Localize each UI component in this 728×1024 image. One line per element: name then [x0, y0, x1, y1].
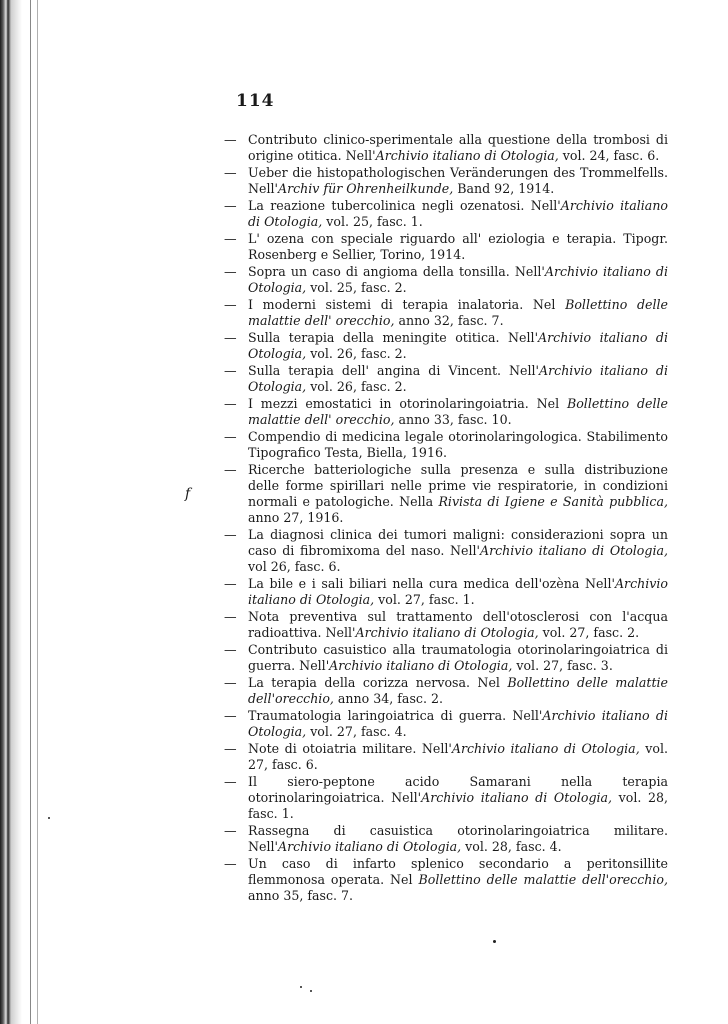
bibliography-entry	[224, 576, 668, 608]
entry-text: Rassegna di casuistica otorinolaringoiatrica militare. Nell'	[248, 823, 668, 854]
journal-title: Bollettino delle malattie dell' orecchio,	[248, 297, 668, 328]
entry-dash: —	[224, 856, 237, 871]
entry-dash: —	[224, 527, 237, 542]
entry-text: Sopra un caso di angioma della tonsilla. Nell'	[248, 264, 545, 279]
entry-text: Ricerche batteriologiche sulla presenza e sulla distribuzione delle forme spirillari nelle prime vie respiratorie, in condizioni normali e patologiche. Nella	[248, 462, 668, 509]
journal-title: Rivista di Igiene e Sanità pubblica,	[438, 494, 668, 509]
bibliography-entry	[224, 429, 668, 461]
entry-text: Contributo casuistico alla traumatologia otorinolaringoiatrica di guerra. Nell'	[248, 642, 668, 673]
journal-title: Archivio italiano di Otologia,	[329, 658, 513, 673]
bibliography-entry	[224, 527, 668, 575]
entry-text: Note di otoiatria militare. Nell'	[248, 741, 452, 756]
bibliography-entry	[224, 741, 668, 773]
entry-dash: —	[224, 675, 237, 690]
entry-text: anno 27, 1916.	[248, 510, 344, 525]
bibliography-entry	[224, 609, 668, 641]
entry-dash: —	[224, 231, 237, 246]
bibliography-entry	[224, 462, 668, 526]
bibliography-entry	[224, 330, 668, 362]
entry-dash: —	[224, 132, 237, 147]
entry-dash: —	[224, 330, 237, 345]
entry-text: L' ozena con speciale riguardo all' eziologia e terapia. Tipogr. Rosenberg e Sellier, Torino, 1914.	[248, 231, 668, 262]
entry-text: Un caso di infarto splenico secondario a peritonsillite flemmonosa operata. Nel	[248, 856, 668, 887]
journal-title: Archivio italiano di Otologia,	[248, 363, 668, 394]
entry-text: vol. 27, fasc. 3.	[512, 658, 613, 673]
journal-title: Bollettino delle malattie dell'orecchio,	[418, 872, 668, 887]
page-number: 114	[236, 91, 275, 111]
entry-text: vol. 27, fasc. 2.	[538, 625, 640, 640]
entry-dash: —	[224, 741, 237, 756]
bibliography-entry	[224, 231, 668, 263]
journal-title: Bollettino delle malattie dell' orecchio,	[248, 396, 668, 427]
entry-text: vol 26, fasc. 6.	[248, 559, 341, 574]
ink-speck	[310, 990, 312, 992]
journal-title: Archivio italiano di Otologia,	[355, 625, 539, 640]
bibliography-entry	[224, 675, 668, 707]
journal-title: Archivio italiano di Otologia,	[278, 839, 462, 854]
entry-text: anno 34, fasc. 2.	[333, 691, 443, 706]
entry-text: Band 92, 1914.	[453, 181, 555, 196]
entry-text: vol. 27, fasc. 4.	[306, 724, 407, 739]
entry-text: vol. 26, fasc. 2.	[306, 379, 407, 394]
bibliography-entry	[224, 642, 668, 674]
entry-text: vol. 27, fasc. 1.	[374, 592, 475, 607]
entry-text: vol. 28, fasc. 1.	[248, 790, 668, 821]
bibliography-entry	[224, 297, 668, 329]
entry-text: vol. 25, fasc. 1.	[322, 214, 423, 229]
bibliography-list	[224, 132, 668, 905]
entry-dash: —	[224, 297, 237, 312]
entry-dash: —	[224, 165, 237, 180]
ink-speck	[48, 817, 50, 819]
entry-text: Compendio di medicina legale otorinolaringologica. Stabilimento Tipografico Testa, Biella, 1916.	[248, 429, 668, 460]
journal-title: Archivio italiano di Otologia,	[421, 790, 613, 805]
entry-dash: —	[224, 642, 237, 657]
margin-mark: f	[185, 486, 191, 502]
entry-dash: —	[224, 462, 237, 477]
bibliography-entry	[224, 856, 668, 904]
entry-text: Contributo clinico-sperimentale alla questione della trombosi di origine otitica. Nell'	[248, 132, 668, 163]
entry-dash: —	[224, 774, 237, 789]
bibliography-entry	[224, 264, 668, 296]
ink-speck	[300, 986, 302, 988]
entry-dash: —	[224, 363, 237, 378]
journal-title: Archivio italiano di Otologia,	[248, 330, 669, 361]
bibliography-entry	[224, 774, 668, 822]
entry-text: vol. 25, fasc. 2.	[306, 280, 407, 295]
entry-text: vol. 28, fasc. 4.	[461, 839, 562, 854]
entry-dash: —	[224, 264, 237, 279]
journal-title: Bollettino delle malattie dell'orecchio,	[248, 675, 669, 706]
entry-dash: —	[224, 576, 237, 591]
entry-dash: —	[224, 429, 237, 444]
entry-text: anno 35, fasc. 7.	[248, 888, 354, 903]
entry-text: vol. 26, fasc. 2.	[306, 346, 407, 361]
entry-dash: —	[224, 823, 237, 838]
journal-title: Archivio italiano di Otologia,	[479, 543, 668, 558]
entry-text: Nota preventiva sul trattamento dell'otosclerosi con l'acqua radioattiva. Nell'	[248, 609, 668, 640]
entry-text: La diagnosi clinica dei tumori maligni: considerazioni sopra un caso di fibromixoma del naso. Nell'	[248, 527, 668, 558]
entry-text: Traumatologia laringoiatrica di guerra. Nell'	[248, 708, 543, 723]
entry-text: Sulla terapia dell' angina di Vincent. Nell'	[248, 363, 540, 378]
entry-text: anno 32, fasc. 7.	[394, 313, 504, 328]
journal-title: Archivio italiano di Otologia,	[248, 198, 669, 229]
binding-line	[37, 0, 38, 1024]
binding-edge	[0, 0, 22, 1024]
journal-title: Archiv für Ohrenheilkunde,	[278, 181, 454, 196]
journal-title: Archivio italiano di Otologia,	[248, 264, 668, 295]
entry-dash: —	[224, 609, 237, 624]
entry-text: Ueber die histopathologischen Veränderungen des Trommelfells. Nell'	[248, 165, 668, 196]
entry-dash: —	[224, 708, 237, 723]
bibliography-entry	[224, 363, 668, 395]
entry-text: vol. 27, fasc. 6.	[248, 741, 668, 772]
bibliography-entry	[224, 132, 668, 164]
bibliography-entry	[224, 823, 668, 855]
entry-text: La terapia della corizza nervosa. Nel	[248, 675, 508, 690]
entry-text: vol. 24, fasc. 6.	[558, 148, 660, 163]
binding-line	[30, 0, 31, 1024]
entry-dash: —	[224, 198, 237, 213]
entry-text: Sulla terapia della meningite otitica. Nell'	[248, 330, 539, 345]
journal-title: Archivio italiano di Otologia,	[375, 148, 559, 163]
entry-text: I mezzi emostatici in otorinolaringoiatria. Nel	[248, 396, 567, 411]
entry-text: anno 33, fasc. 10.	[394, 412, 512, 427]
bibliography-entry	[224, 708, 668, 740]
journal-title: Archivio italiano di Otologia,	[451, 741, 640, 756]
entry-text: La reazione tubercolinica negli ozenatosi. Nell'	[248, 198, 561, 213]
entry-text: Il siero-peptone acido Samarani nella terapia otorinolaringoiatrica. Nell'	[248, 774, 668, 805]
journal-title: Archivio italiano di Otologia,	[248, 576, 668, 607]
ink-speck	[493, 940, 496, 943]
bibliography-entry	[224, 396, 668, 428]
entry-dash: —	[224, 396, 237, 411]
entry-text: I moderni sistemi di terapia inalatoria. Nel	[248, 297, 566, 312]
journal-title: Archivio italiano di Otologia,	[248, 708, 669, 739]
entry-text: La bile e i sali biliari nella cura medica dell'ozèna Nell'	[248, 576, 615, 591]
bibliography-entry	[224, 198, 668, 230]
bibliography-entry	[224, 165, 668, 197]
